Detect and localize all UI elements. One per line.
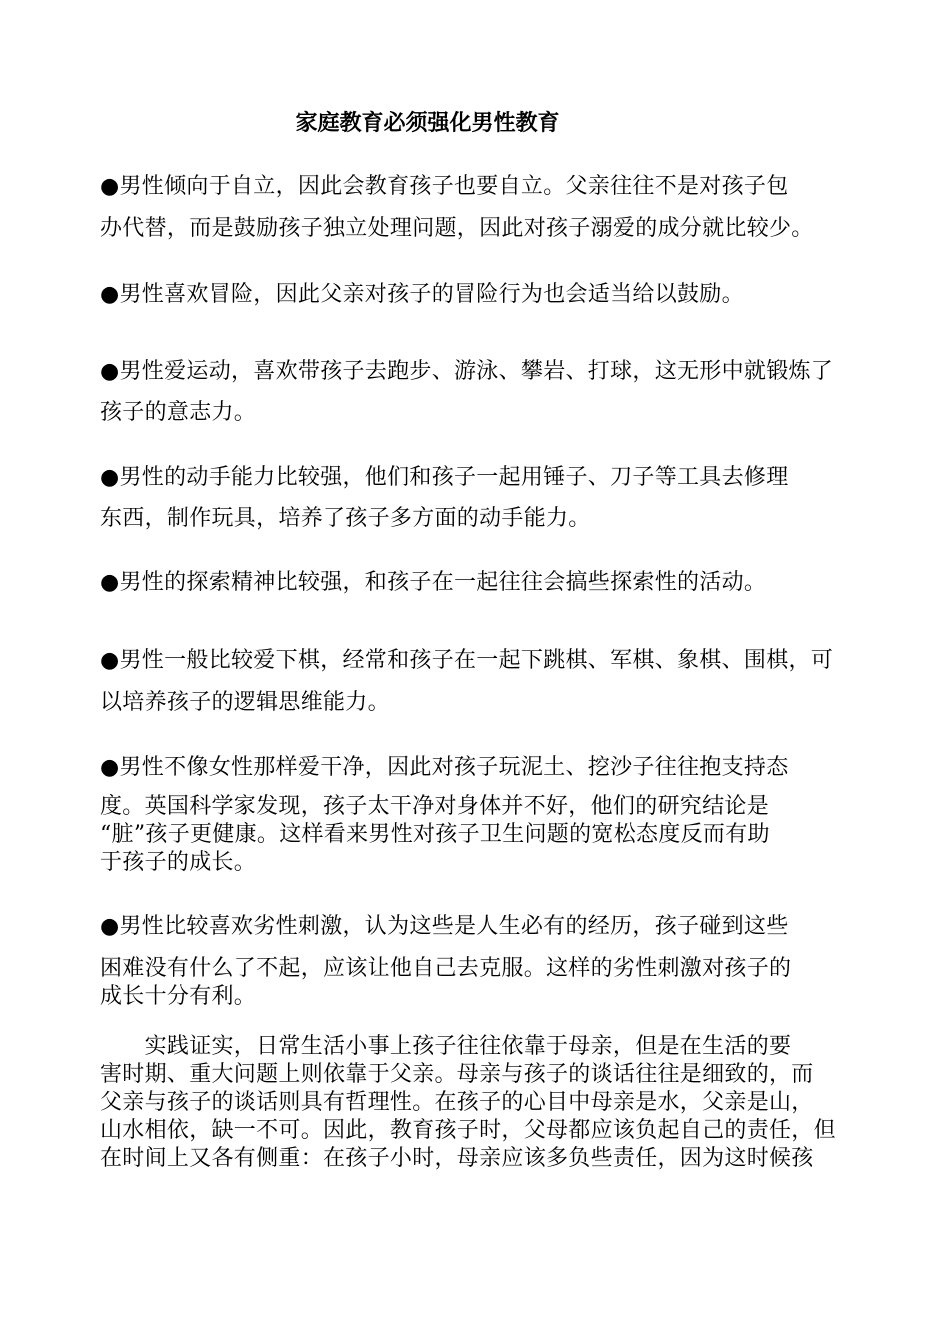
paragraph-line: ●男性比较喜欢劣性刺激，认为这些是人生必有的经历，孩子碰到这些 [100,914,789,939]
paragraph-line: 父亲与孩子的谈话则具有哲理性。在孩子的心目中母亲是水，父亲是山， [100,1090,814,1115]
paragraph-line: 实践证实，日常生活小事上孩子往往依靠于母亲，但是在生活的要 [100,1034,792,1059]
paragraph-line: 成长十分有利。 [100,984,257,1009]
paragraph-line: 度。英国科学家发现，孩子太干净对身体并不好，他们的研究结论是 [100,794,770,819]
paragraph-line: “脏”孩子更健康。这样看来男性对孩子卫生问题的宽松态度反而有助 [100,822,770,847]
paragraph-line: ●男性一般比较爱下棋，经常和孩子在一起下跳棋、军棋、象棋、围棋，可 [100,648,834,673]
paragraph-line: ●男性倾向于自立，因此会教育孩子也要自立。父亲往往不是对孩子包 [100,174,789,199]
paragraph-line: 山水相依，缺一不可。因此，教育孩子时，父母都应该负起自己的责任，但 [100,1118,836,1143]
paragraph-line: ●男性爱运动，喜欢带孩子去跑步、游泳、攀岩、打球，这无形中就锻炼了 [100,359,834,384]
paragraph-line: ●男性喜欢冒险，因此父亲对孩子的冒险行为也会适当给以鼓励。 [100,282,744,307]
paragraph-line: 孩子的意志力。 [100,400,257,425]
paragraph-line: 在时间上又各有侧重：在孩子小时，母亲应该多负些责任，因为这时候孩 [100,1146,814,1171]
paragraph-line: ●男性的动手能力比较强，他们和孩子一起用锤子、刀子等工具去修理 [100,465,789,490]
paragraph-line: ●男性不像女性那样爱干净，因此对孩子玩泥土、挖沙子往往抱支持态 [100,755,789,780]
paragraph-line: 以培养孩子的逻辑思维能力。 [100,690,390,715]
paragraph-line: 办代替，而是鼓励孩子独立处理问题，因此对孩子溺爱的成分就比较少。 [100,216,814,241]
document-title: 家庭教育必须强化男性教育 [295,110,560,136]
paragraph-line: 害时期、重大问题上则依靠于父亲。母亲与孩子的谈话往往是细致的，而 [100,1062,814,1087]
paragraph-line: 困难没有什么了不起，应该让他自己去克服。这样的劣性刺激对孩子的 [100,956,792,981]
paragraph-line: 东西，制作玩具，培养了孩子多方面的动手能力。 [100,506,591,531]
paragraph-line: 于孩子的成长。 [100,850,257,875]
paragraph-line: ●男性的探索精神比较强，和孩子在一起往往会搞些探索性的活动。 [100,570,767,595]
